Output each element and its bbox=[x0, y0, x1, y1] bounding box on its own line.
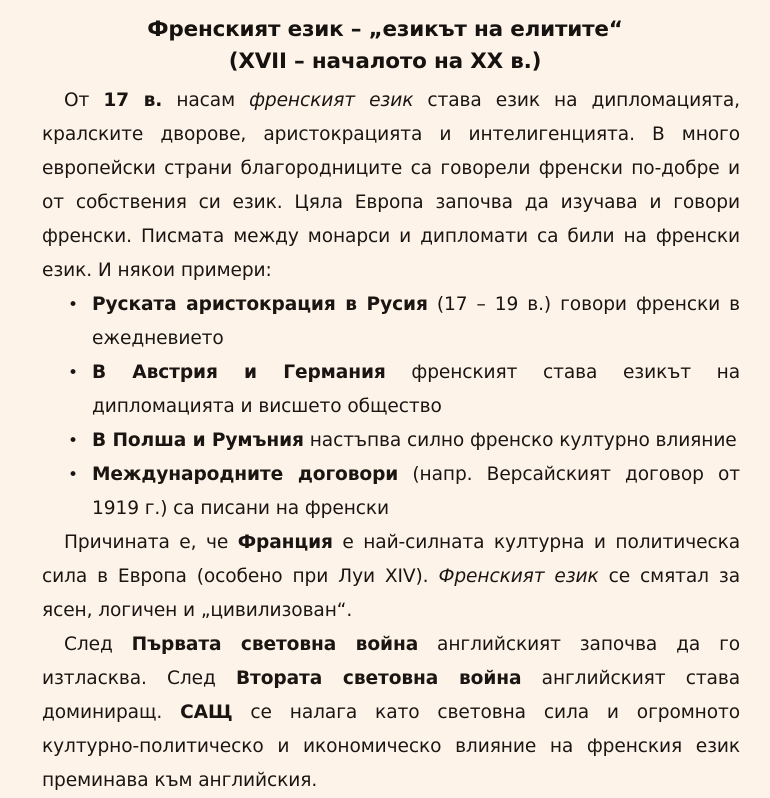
bullet-2-rest: френският става езикът на дипломацията и висшето общество bbox=[92, 362, 740, 417]
bullet-3-bold: В Полша и Румъния bbox=[92, 430, 304, 451]
title-line-2: (XVII – началото на XX в.) bbox=[228, 49, 542, 74]
examples-list bbox=[42, 288, 740, 526]
paragraph-reason bbox=[42, 526, 740, 628]
bullet-1-rest: (17 – 19 в.) говори френски в ежедневието bbox=[92, 294, 740, 349]
bullet-3-rest: настъпва силно френско културно влияние bbox=[303, 430, 737, 451]
p2-seg5: се смятал за ясен, логичен и „цивилизован“. bbox=[42, 566, 740, 621]
document-body bbox=[0, 84, 770, 798]
document-title bbox=[0, 0, 770, 78]
title-line-1: Френският език – „езикът на елитите“ bbox=[147, 17, 623, 42]
p2-italic-french-language: Френският език bbox=[438, 566, 599, 587]
p1-seg3: насам bbox=[162, 90, 250, 111]
p3-bold-ww1: Първата световна война bbox=[131, 634, 419, 655]
paragraph-decline bbox=[42, 628, 740, 798]
bullet-2-bold: В Австрия и Германия bbox=[92, 362, 386, 383]
p3-seg5: английският става доминиращ. bbox=[42, 668, 740, 723]
p3-bold-ww2: Втората световна война bbox=[235, 668, 522, 689]
p1-seg1: От bbox=[64, 90, 104, 111]
p3-seg3: английският започва да го изтласква. След bbox=[42, 634, 741, 689]
bullet-4-bold: Международните договори bbox=[92, 464, 399, 485]
p2-bold-france: Франция bbox=[237, 532, 333, 553]
p2-seg3: е най-силната културна и политическа сила в Европа (особено при Луи XIV). bbox=[42, 532, 741, 587]
list-item bbox=[42, 458, 740, 526]
list-item bbox=[42, 288, 740, 356]
bullet-4-rest: (напр. Версайският договор от 1919 г.) са писани на френски bbox=[92, 464, 740, 519]
paragraph-intro bbox=[42, 84, 740, 288]
p3-bold-usa: САЩ bbox=[180, 702, 233, 723]
p3-seg1: След bbox=[64, 634, 132, 655]
p2-seg1: Причината е, че bbox=[64, 532, 238, 553]
p1-italic-french-language: френският език bbox=[249, 90, 414, 111]
bullet-1-bold: Руската аристокрация в Русия bbox=[92, 294, 428, 315]
p1-bold-century: 17 в. bbox=[103, 90, 163, 111]
p3-seg7: се налага като световна сила и огромното културно-политическо и икономическо влияние на френския език преминава към английския. bbox=[42, 702, 741, 791]
list-item bbox=[42, 356, 740, 424]
p1-seg5: става език на дипломацията, кралските дворове, аристокрацията и интелигенцията. В много европейски страни благородниците са говорели френски по-добре и от собствения си език. Цяла Европа започва да изучава и говори френски. Писмата между монарси и дипломати са били на френски език. И някои примери: bbox=[42, 90, 740, 281]
list-item bbox=[42, 424, 740, 458]
